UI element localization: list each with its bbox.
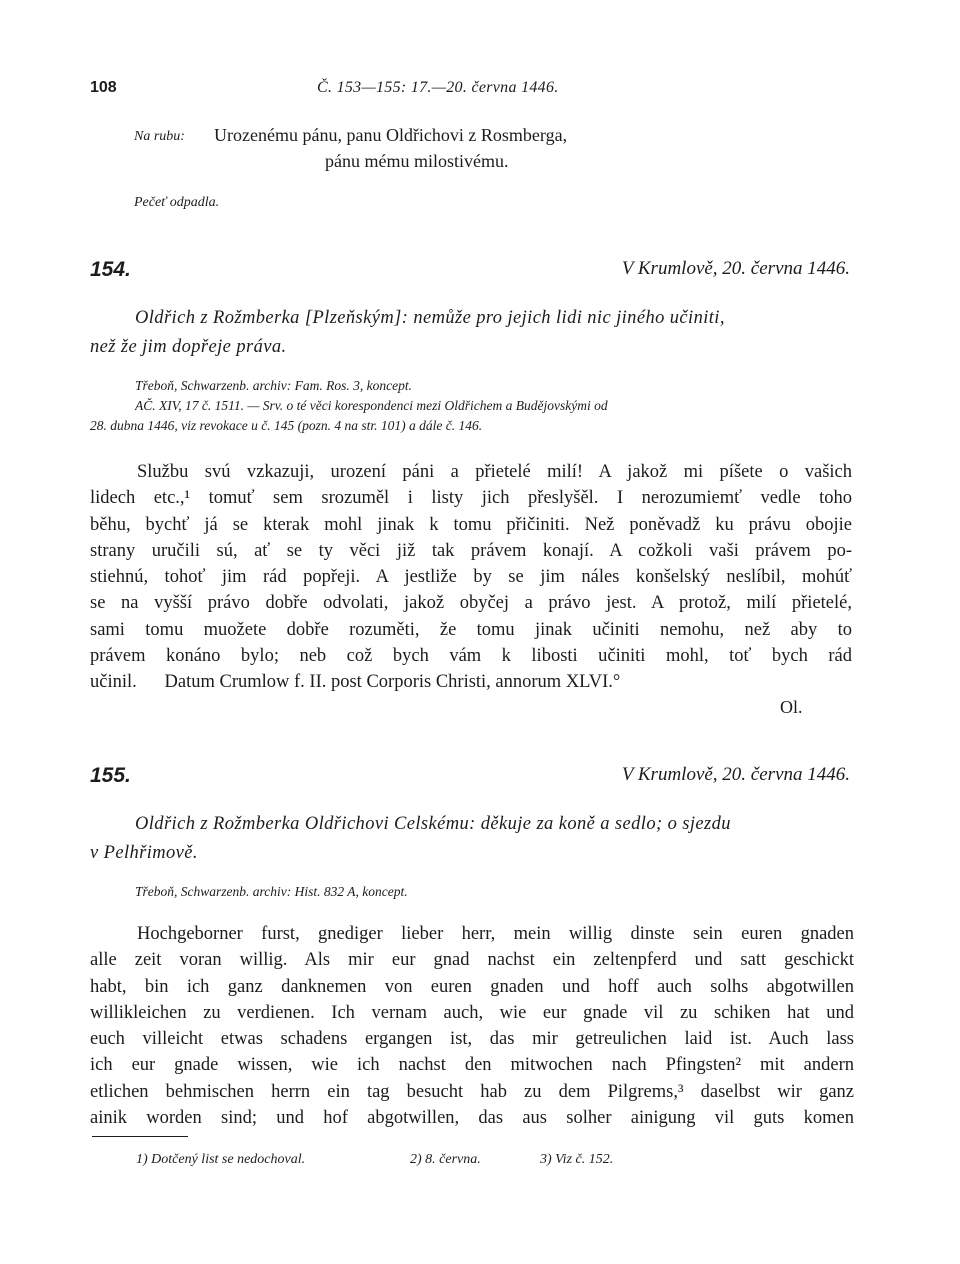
- entry-155-source-line-1: Třeboň, Schwarzenb. archiv: Hist. 832 A, koncept.: [135, 884, 408, 899]
- entry-154-source-line-3: 28. dubna 1446, viz revokace u č. 145 (pozn. 4 na str. 101) a dále č. 146.: [90, 418, 483, 433]
- entry-155-text-line: Hochgeborner furst, gnediger lieber herr, mein willig dinste sein euren gnaden: [137, 924, 854, 944]
- page-number: 108: [90, 79, 117, 96]
- entry-154-signature: Ol.: [780, 697, 803, 717]
- entry-154-regest-line-1: Oldřich z Rožmberka [Plzeňským]: nemůže pro jejich lidi nic jiného učiniti,: [135, 308, 725, 328]
- footnote-1: 1) Dotčený list se nedochoval.: [136, 1152, 306, 1167]
- entry-155-sources: [90, 882, 850, 902]
- entry-155-text-line: ainik worden sind; und hof abgotwillen, das aus solher ainigung vil guts komen: [90, 1108, 854, 1129]
- entry-154-text-line: strany uručili sú, ať se ty věci již tak právem konají. A cožkoli vaši právem po-: [90, 540, 852, 561]
- entry-154-text: [90, 459, 852, 696]
- entry-155-number: 155.: [90, 764, 131, 787]
- entry-155-text-line: euch villeicht etwas schadens ergangen ist, das mir getreulichen laid ist. Auch lass: [90, 1029, 854, 1050]
- footnote-3: 3) Viz č. 152.: [540, 1152, 614, 1167]
- running-head: Č. 153—155: 17.—20. června 1446.: [317, 79, 559, 96]
- footnote-divider: [92, 1136, 188, 1137]
- entry-155-regest-line-2: v Pelhřimově.: [90, 843, 198, 863]
- entry-154-text-line: Službu svú vzkazuji, urození páni a přietelé milí! A jakož mi píšete o vašich: [137, 462, 852, 482]
- entry-155-regest: [90, 810, 860, 868]
- entry-154-regest-line-2: než že jim dopřeje práva.: [90, 337, 287, 357]
- entry-154-number: 154.: [90, 258, 131, 281]
- entry-154-text-line: se na vyšší právo dobře odvolati, jakož obyčej a právo jest. A protož, milí přietelé,: [90, 593, 852, 614]
- entry-155-place-date: V Krumlově, 20. června 1446.: [621, 764, 850, 785]
- entry-154-place-date: V Krumlově, 20. června 1446.: [621, 258, 850, 279]
- entry-154-sources: [90, 376, 850, 436]
- entry-154-source-line-2: AČ. XIV, 17 č. 1511. — Srv. o té věci korespondenci mezi Oldřichem a Budějovskými od: [135, 398, 608, 413]
- entry-155-regest-line-1: Oldřich z Rožmberka Oldřichovi Celskému: děkuje za koně a sedlo; o sjezdu: [135, 814, 731, 834]
- entry-155-text: [90, 921, 854, 1131]
- entry-154-source-line-1: Třeboň, Schwarzenb. archiv: Fam. Ros. 3, koncept.: [135, 378, 412, 393]
- address-line-2: pánu mému milostivému.: [325, 151, 509, 171]
- entry-154-text-line: učinil. Datum Crumlow f. II. post Corporis Christi, annorum XLVI.°: [90, 672, 621, 693]
- address-label: Na rubu:: [134, 129, 185, 144]
- entry-155-text-line: alle zeit voran willig. Als mir eur gnad nachst ein zeltenpferd und satt geschickt: [90, 950, 854, 971]
- footnote-2: 2) 8. června.: [410, 1152, 481, 1167]
- entry-154-text-line: lidech etc.,¹ tomuť sem srozuměl i listy jich přeslyšěl. I nerozumiemť vedle toho: [90, 488, 852, 509]
- entry-155-text-line: willikleichen zu verdienen. Ich vernam auch, wie eur gnade vil zu schiken hat und: [90, 1002, 854, 1023]
- entry-154-text-line: běhu, bychť já se kterak mohl jinak k tomu přičiniti. Než poněvadž ku právu obojie: [90, 514, 852, 535]
- entry-154-text-line: stiehnú, tohoť jim rád popřeji. A jestližе by se jim náles konšelský neslíbil, mohúť: [90, 567, 852, 588]
- entry-154-regest: [90, 304, 850, 362]
- entry-155-text-line: etlichen behmischen herrn ein tag besucht hab zu dem Pilgrems,³ daselbst wir ganz: [90, 1081, 854, 1102]
- entry-154-text-line: právem konáno bylo; neb což bych vám k libosti učiniti mohl, toť bych rád: [90, 646, 852, 667]
- entry-154-text-line: sami tomu muožete dobře rozuměti, že tomu jinak učiniti nemohu, než aby to: [90, 619, 852, 640]
- seal-note: Pečeť odpadla.: [134, 195, 220, 210]
- entry-155-text-line: ich eur gnade wissen, wie ich nachst den mitwochen nach Pfingsten² mit andern: [90, 1055, 854, 1076]
- entry-155-text-line: habt, bin ich ganz danknemen von euren gnaden und hoff auch solhs abgotwillen: [90, 976, 854, 997]
- address-line-1: Urozenému pánu, panu Oldřichovi z Rosmberga,: [214, 125, 568, 145]
